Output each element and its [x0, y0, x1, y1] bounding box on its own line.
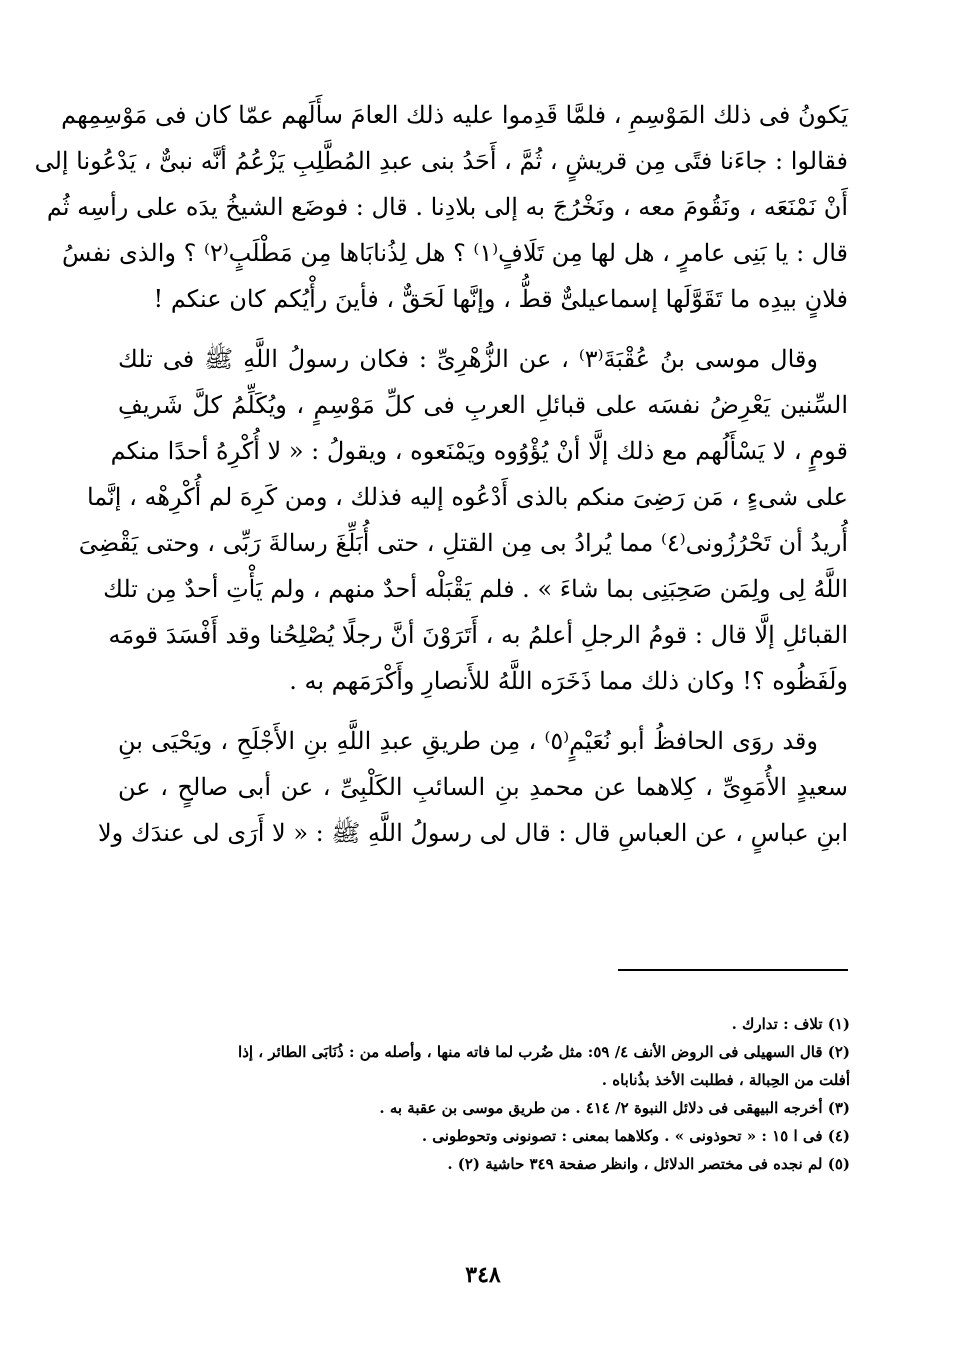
text-line: قومٍ ، لا يَسْأَلُهم مع ذلك إلَّا أنْ يُؤْوُوه ويَمْنَعوه ، ويقولُ : « لا أُكْرِهُ أحدًا منكم: [110, 437, 848, 465]
text-line: فقالوا : جاءَنا فتًى مِن قريشٍ ، ثُمَّ ، أَحَدُ بنى عبدِ المُطَّلِبِ يَزْعُمُ أنَّه نبىٌّ ، يَدْعُونا إلى: [34, 147, 848, 175]
text-line: أُريدُ أن تَحْرُزُونى⁽٤⁾ مما يُرادُ بى مِن القتلِ ، حتى أُبَلِّغَ رسالةَ رَبِّى ، وحتى يَقْضِىَ: [78, 529, 848, 557]
text-line: قال : يا بَنِى عامرٍ ، هل لها مِن تَلَافٍ⁽١⁾ ؟ هل لِذُنابَاها مِن مَطْلَبٍ⁽٢⁾ ؟ والذى نفسُ: [62, 239, 848, 267]
footnote-separator: [618, 969, 848, 971]
main-text: [34, 92, 848, 870]
text-line: يَكونُ فى ذلك المَوْسِمِ ، فلمَّا قَدِموا عليه ذلك العامَ سأَلَهم عمّا كان فى مَوْسِمِهم: [61, 101, 848, 129]
paragraph-3: [97, 718, 848, 856]
paragraph-2: [78, 336, 848, 704]
text-line: وقال موسى بنُ عُقْبَةَ⁽٣⁾ ، عن الزُّهْرِىِّ : فكان رسولُ اللَّهِ ﷺ فى تلك: [118, 345, 818, 373]
footnote-5: (٥) لم نجده فى مختصر الدلائل ، وانظر صفحة ٣٤٩ حاشية (٢) .: [447, 1155, 850, 1173]
footnote-4: (٤) فى ا ١٥ : « تحوذونى » . وكلاهما بمعنى : تصونونى وتحوطونى .: [421, 1127, 850, 1145]
footnote-2-continued: أفلت من الحِبالة ، فطلبت الأخذ بذُناباه .: [601, 1071, 850, 1089]
text-line: ابنِ عباسٍ ، عن العباسِ قال : قال لى رسولُ اللَّهِ ﷺ : « لا أَرَى لى عندَك ولا: [97, 819, 848, 847]
paragraph-1: [34, 92, 848, 322]
text-line: وقد روَى الحافظُ أبو نُعَيْمٍ⁽٥⁾ ، مِن طريقِ عبدِ اللَّهِ بنِ الأَجْلَحِ ، ويَحْيَى بنِ: [118, 727, 818, 755]
text-line: اللَّهُ لِى ولِمَن صَحِبَنِى بما شاءَ » . فلم يَقْبَلْه أحدٌ منهم ، ولم يَأْتِ أحدٌ مِن تلك: [103, 575, 848, 603]
page-number: ٣٤٨: [465, 1262, 501, 1288]
text-line: على شىءٍ ، مَن رَضِىَ منكم بالذى أَدْعُوه إليه فذلك ، ومن كَرِهَ لم أُكْرِهْه ، إنَّما: [86, 483, 848, 511]
text-line: فلانٍ بيدِه ما تَقَوَّلَها إسماعيلىٌّ قطُّ ، وإنَّها لَحَقٌّ ، فأينَ رأْيُكم كان عنكم !: [153, 285, 848, 313]
text-line: السِّنين يَعْرِضُ نفسَه على قبائلِ العربِ فى كلِّ مَوْسِمٍ ، ويُكَلِّمُ كلَّ شَريفِ: [118, 391, 848, 419]
footnote-3: (٣) أخرجه البيهقى فى دلائل النبوة ٢/ ٤١٤ . من طريق موسى بن عقبة به .: [379, 1099, 850, 1117]
footnote-2: (٢) قال السهيلى فى الروض الأنف ٤/ ٥٩: مثل ضُرب لما فاته منها ، وأصله من : ذُنَابَى الطائر ، إذا: [238, 1043, 850, 1061]
text-line: ولَفَظُوه ؟! وكان ذلك مما ذَخَرَه اللَّهُ للأَنصارِ وأَكْرَمَهم به .: [289, 667, 848, 695]
footnotes: [110, 1010, 850, 1178]
text-line: سعيدٍ الأُمَوِىِّ ، كِلاهما عن محمدِ بنِ السائبِ الكَلْبِىِّ ، عن أبى صالحٍ ، عن: [118, 773, 848, 801]
text-line: أَنْ نَمْنَعَه ، ونَقُومَ معه ، ونَخْرُجَ به إلى بلادِنا . قال : فوضَع الشيخُ يدَه على رأسِه ثُم: [46, 193, 848, 221]
footnote-1: (١) تلاف : تدارك .: [731, 1015, 850, 1033]
text-line: القبائلِ إلَّا قال : قومُ الرجلِ أعلمُ به ، أَتَرَوْنَ أنَّ رجلًا يُصْلِحُنا وقد أَفْسَدَ قومَه: [108, 621, 848, 649]
